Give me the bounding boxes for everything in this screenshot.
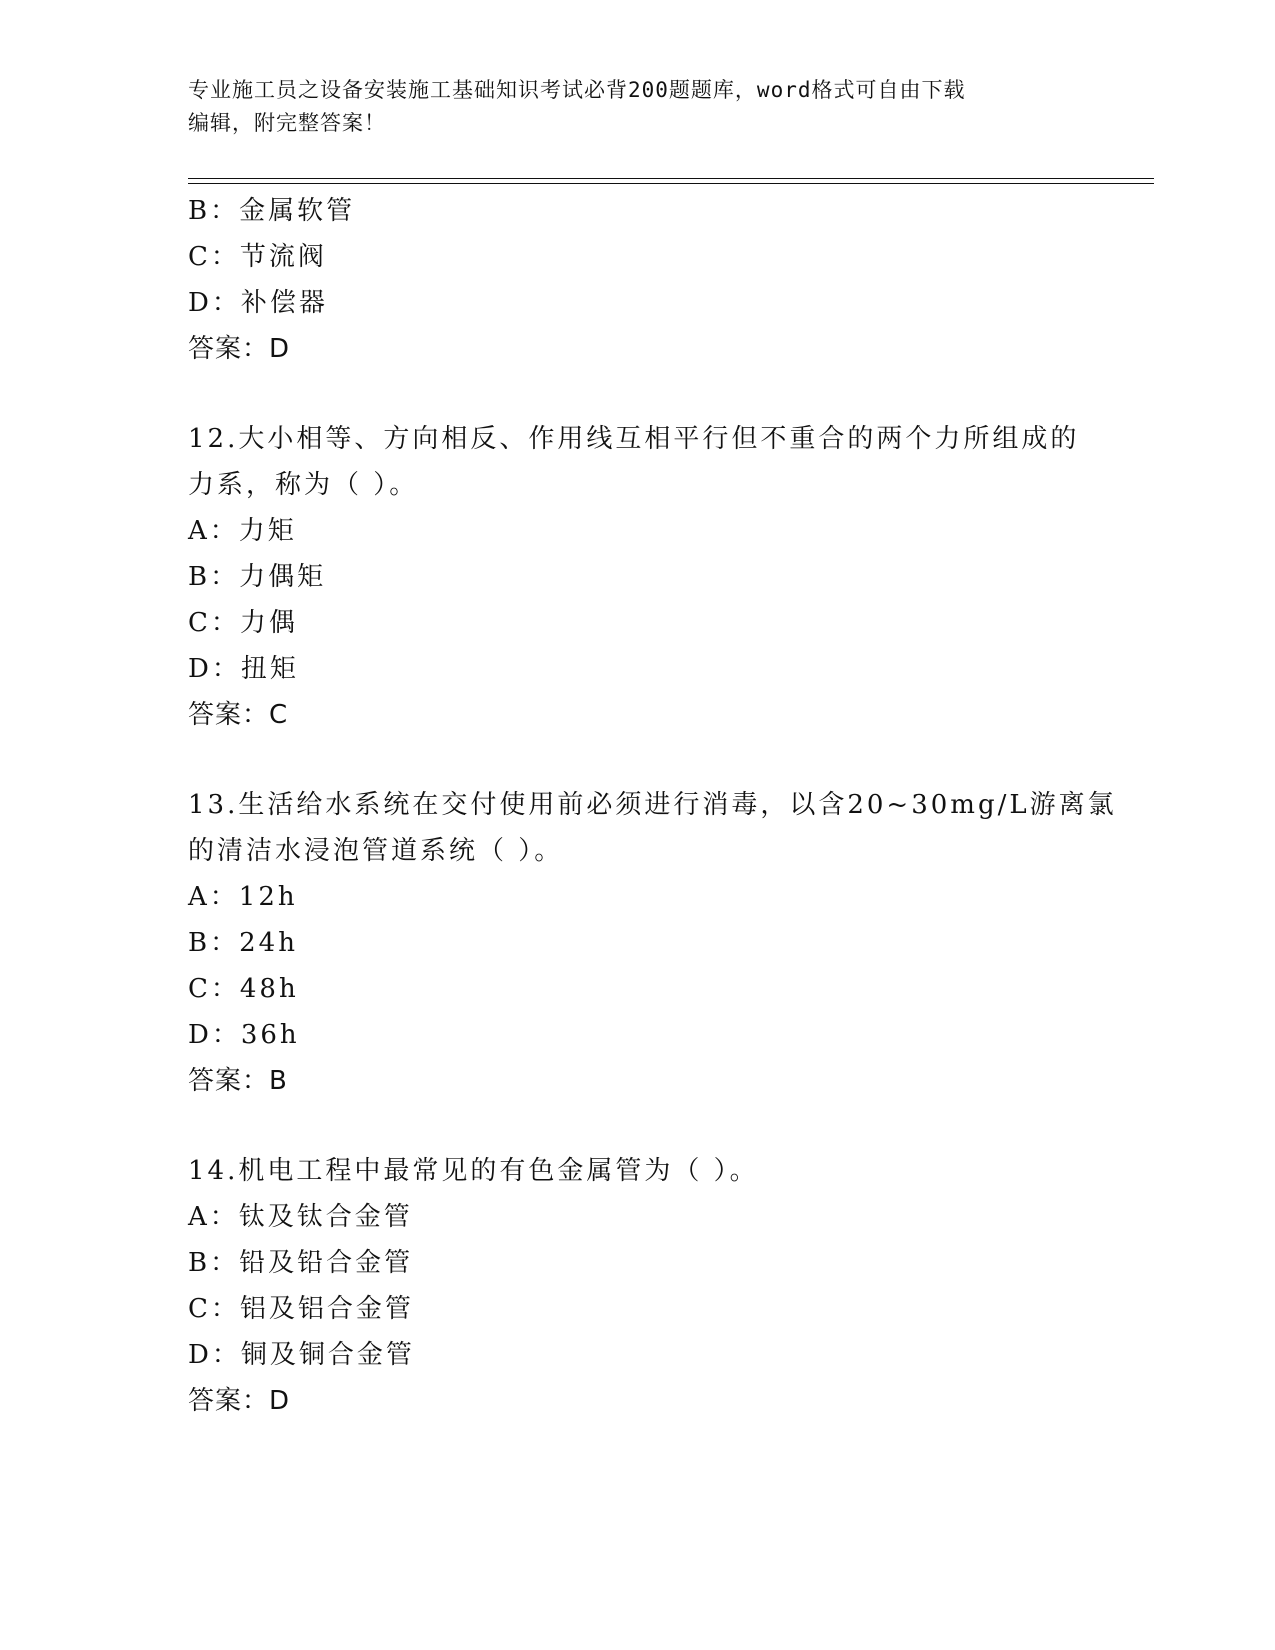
q13-option-d: D：36h — [188, 1020, 300, 1050]
question-13 — [188, 782, 1117, 1104]
q11-option-d: D：补偿器 — [188, 288, 328, 318]
q14-stem-line-1: 14.机电工程中最常见的有色金属管为（ ）。 — [188, 1156, 759, 1186]
header-title-line-1: 专业施工员之设备安装施工基础知识考试必背200题题库，word格式可自由下载 — [188, 78, 966, 102]
q13-option-b: B：24h — [188, 928, 298, 958]
question-spacer — [188, 738, 1088, 782]
q11-answer: 答案：D — [188, 334, 291, 364]
q12-option-a: A：力矩 — [188, 516, 297, 546]
q14-option-b: B：铅及铅合金管 — [188, 1248, 414, 1278]
q12-answer: 答案：C — [188, 700, 289, 730]
question-spacer — [188, 372, 1088, 416]
question-11 — [188, 188, 1088, 372]
q14-option-a: A：钛及钛合金管 — [188, 1202, 413, 1232]
question-list — [188, 188, 1117, 1424]
question-spacer — [188, 1104, 1088, 1148]
q11-option-c: C：节流阀 — [188, 242, 327, 272]
q12-option-c: C：力偶 — [188, 608, 298, 638]
question-14 — [188, 1148, 1088, 1424]
q12-stem-line-1: 12.大小相等、方向相反、作用线互相平行但不重合的两个力所组成的 — [188, 424, 1080, 454]
header-divider-top — [188, 178, 1154, 179]
document-header — [188, 74, 1088, 140]
q13-stem-line-1: 13.生活给水系统在交付使用前必须进行消毒，以含20~30mg/L游离氯 — [188, 790, 1117, 820]
q13-stem-line-2: 的清洁水浸泡管道系统（ ）。 — [188, 836, 564, 866]
q13-answer: 答案：B — [188, 1066, 288, 1096]
q13-option-a: A：12h — [188, 882, 298, 912]
q12-option-b: B：力偶矩 — [188, 562, 327, 592]
q13-option-c: C：48h — [188, 974, 299, 1004]
header-divider-bottom — [188, 183, 1154, 184]
q12-stem-line-2: 力系，称为（ ）。 — [188, 470, 419, 500]
q11-option-b: B：金属软管 — [188, 196, 356, 226]
question-12 — [188, 416, 1088, 738]
q12-option-d: D：扭矩 — [188, 654, 299, 684]
q14-answer: 答案：D — [188, 1386, 291, 1416]
header-title-line-2: 编辑，附完整答案！ — [188, 111, 386, 135]
q14-option-c: C：铝及铝合金管 — [188, 1294, 414, 1324]
q14-option-d: D：铜及铜合金管 — [188, 1340, 415, 1370]
